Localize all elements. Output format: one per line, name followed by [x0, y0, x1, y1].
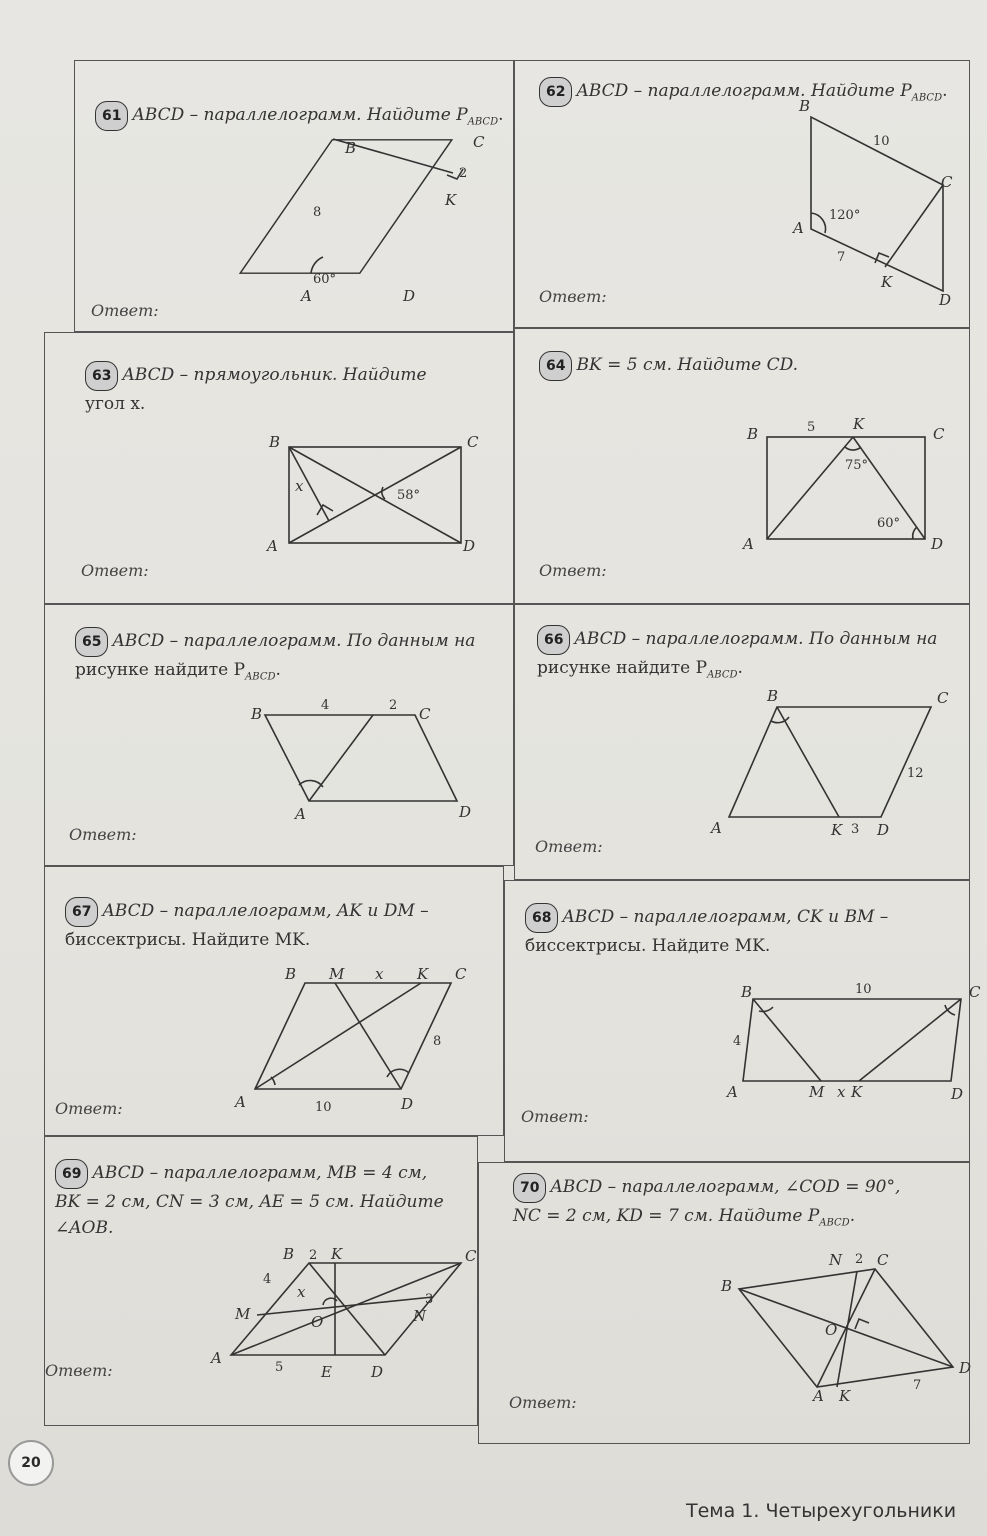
angle-arc-75 [845, 447, 861, 450]
svg-text:58°: 58° [397, 488, 421, 503]
svg-text:D: D [931, 535, 944, 553]
footer-topic: Тема 1. Четырехугольники [686, 1500, 957, 1522]
svg-text:2: 2 [309, 1248, 318, 1263]
rectangle [767, 437, 925, 539]
answer-label: Ответ: [81, 561, 149, 580]
bisector-bk [777, 707, 839, 817]
angle-arc [771, 717, 789, 723]
svg-text:3: 3 [851, 822, 860, 837]
task-61: 61 ABCD – параллелограмм. Найдите $P_{ABCD}$. A B C D K 8 2 60° Ответ: [74, 60, 514, 332]
answer-label: Ответ: [91, 301, 159, 320]
task-number: 67 [65, 897, 98, 927]
bisector-ck [859, 999, 961, 1081]
task-number: 70 [513, 1173, 546, 1203]
page-number: 20 [8, 1440, 54, 1486]
svg-text:C: C [467, 433, 479, 451]
svg-text:7: 7 [913, 1378, 922, 1393]
svg-text:10: 10 [315, 1100, 332, 1115]
svg-text:K: K [417, 965, 429, 983]
svg-text:B: B [283, 1245, 295, 1263]
svg-text:75°: 75° [845, 458, 869, 473]
svg-text:N: N [413, 1307, 427, 1325]
svg-text:K: K [839, 1387, 851, 1405]
svg-text:O: O [311, 1313, 324, 1331]
svg-text:K: K [853, 415, 865, 433]
task-number: 63 [85, 361, 118, 391]
answer-label: Ответ: [539, 287, 607, 306]
svg-text:120°: 120° [829, 208, 861, 223]
right-angle-mark [855, 1319, 869, 1329]
svg-text:C: C [941, 173, 953, 191]
figure-61 [75, 61, 515, 333]
svg-text:B: B [269, 433, 281, 451]
svg-text:O: O [825, 1321, 838, 1339]
task-number: 62 [539, 77, 572, 107]
svg-text:2: 2 [855, 1252, 864, 1267]
segment-ak [767, 437, 853, 539]
answer-label: Ответ: [45, 1361, 113, 1380]
svg-text:x: x [375, 965, 384, 983]
task-text: ABCD – параллелограмм, MB = 4 см, [92, 1163, 428, 1183]
task-70: 70 ABCD – параллелограмм, ∠COD = 90°, NC = 2 см, KD = 7 см. Найдите $P_{ABCD}$. A B C D K N O 2 7 Ответ: [478, 1162, 970, 1444]
answer-label: Ответ: [539, 561, 607, 580]
svg-text:A: A [235, 1093, 246, 1111]
diagonal-bd [739, 1289, 953, 1367]
task-text: ABCD – параллелограмм, ∠COD = 90°, [550, 1177, 901, 1197]
svg-text:x: x [837, 1083, 846, 1101]
svg-text:2: 2 [459, 166, 468, 181]
svg-text:4: 4 [321, 698, 330, 713]
svg-text:8: 8 [313, 205, 322, 220]
svg-text:N: N [829, 1251, 843, 1269]
svg-text:A: A [301, 287, 312, 305]
svg-text:D: D [959, 1359, 972, 1377]
svg-text:B: B [251, 705, 263, 723]
task-text: ABCD – параллелограмм. По данным на [112, 631, 476, 651]
svg-text:K: K [331, 1245, 343, 1263]
task-67: 67 ABCD – параллелограмм, AK и DM – биссектрисы. Найдите MK. A B C D K M x 8 10 Ответ: [44, 866, 504, 1136]
task-66: 66 ABCD – параллелограмм. По данным на рисунке найдите $P_{ABCD}$. A B C D K 12 3 Ответ: [514, 604, 970, 880]
svg-text:B: B [799, 97, 811, 115]
svg-text:A: A [295, 805, 306, 823]
svg-text:A: A [813, 1387, 824, 1405]
svg-text:7: 7 [837, 250, 846, 265]
task-text: ABCD – параллелограмм. Найдите P [132, 105, 468, 125]
svg-text:C: C [465, 1247, 477, 1265]
svg-text:M: M [329, 965, 345, 983]
svg-text:x: x [295, 477, 304, 495]
segment-mn [257, 1297, 433, 1315]
svg-text:B: B [767, 687, 779, 705]
svg-text:C: C [877, 1251, 889, 1269]
answer-label: Ответ: [535, 837, 603, 856]
svg-text:C: C [969, 983, 981, 1001]
svg-text:D: D [951, 1085, 964, 1103]
svg-text:D: D [401, 1095, 414, 1113]
svg-text:A: A [727, 1083, 738, 1101]
bisector [309, 715, 373, 801]
task-text: BK = 5 см. Найдите CD. [576, 355, 799, 375]
svg-text:C: C [473, 133, 485, 151]
parallelogram [240, 140, 452, 273]
svg-text:D: D [939, 291, 952, 309]
angle-arc-a [271, 1077, 275, 1085]
svg-text:B: B [721, 1277, 733, 1295]
svg-text:5: 5 [807, 420, 816, 435]
bisector-dm [335, 983, 401, 1089]
answer-label: Ответ: [55, 1099, 123, 1118]
svg-text:60°: 60° [313, 272, 337, 287]
parallelogram [255, 983, 451, 1089]
answer-label: Ответ: [521, 1107, 589, 1126]
svg-text:K: K [851, 1083, 863, 1101]
task-text: ABCD – параллелограмм. Найдите P [576, 81, 912, 101]
task-number: 69 [55, 1159, 88, 1189]
angle-arc [311, 257, 323, 273]
task-text: ABCD – прямоугольник. Найдите [122, 365, 427, 385]
angle-arc-c [945, 1005, 955, 1015]
height-ck [885, 185, 943, 267]
svg-text:5: 5 [275, 1360, 284, 1375]
svg-text:M: M [809, 1083, 825, 1101]
svg-text:10: 10 [873, 134, 890, 149]
svg-text:x: x [297, 1283, 306, 1301]
task-number: 61 [95, 101, 128, 131]
task-64 [514, 328, 970, 604]
svg-text:A: A [793, 219, 804, 237]
answer-label: Ответ: [69, 825, 137, 844]
svg-text:3: 3 [425, 1292, 434, 1307]
svg-text:K: K [445, 191, 457, 209]
task-number: 65 [75, 627, 108, 657]
svg-text:M: M [235, 1305, 251, 1323]
task-text: ABCD – параллелограмм, AK и DM – [102, 901, 429, 921]
parallelogram [743, 999, 961, 1081]
svg-text:B: B [345, 139, 357, 157]
segment-nk [837, 1271, 857, 1387]
parallelogram [265, 715, 457, 801]
svg-text:10: 10 [855, 982, 872, 997]
svg-text:D: D [877, 821, 890, 839]
svg-text:D: D [403, 287, 416, 305]
svg-text:4: 4 [733, 1034, 742, 1049]
task-63: 63 ABCD – прямоугольник. Найдите угол x. B C A D x 58° Ответ: [44, 332, 514, 604]
task-68: 68 ABCD – параллелограмм, CK и BM – биссектрисы. Найдите MK. B C A D M x K 10 4 Ответ: [504, 880, 970, 1162]
task-number: 64 [539, 351, 572, 381]
svg-text:A: A [743, 535, 754, 553]
svg-text:2: 2 [389, 698, 398, 713]
svg-text:B: B [747, 425, 759, 443]
svg-text:D: D [371, 1363, 384, 1381]
svg-text:C: C [455, 965, 467, 983]
task-grid [44, 60, 981, 1445]
svg-text:A: A [267, 537, 278, 555]
svg-text:C: C [937, 689, 949, 707]
task-number: 68 [525, 903, 558, 933]
task-text: ABCD – параллелограмм, CK и BM – [562, 907, 889, 927]
svg-text:B: B [741, 983, 753, 1001]
task-text: ABCD – параллелограмм. По данным на [574, 629, 938, 649]
figure-67 [45, 867, 505, 1137]
svg-text:8: 8 [433, 1034, 442, 1049]
svg-text:D: D [463, 537, 476, 555]
task-69: 69 ABCD – параллелограмм, MB = 4 см, BK = 2 см, CN = 3 см, AE = 5 см. Найдите ∠AOB. A B C D K M N E O x 4 2 3 5 Ответ: [44, 1136, 478, 1426]
svg-text:60°: 60° [877, 516, 901, 531]
svg-text:K: K [881, 273, 893, 291]
answer-label: Ответ: [509, 1393, 577, 1412]
svg-text:A: A [211, 1349, 222, 1367]
svg-text:E: E [321, 1363, 332, 1381]
svg-text:K: K [831, 821, 843, 839]
svg-text:A: A [711, 819, 722, 837]
svg-text:12: 12 [907, 766, 924, 781]
svg-text:4: 4 [263, 1272, 272, 1287]
task-number: 66 [537, 625, 570, 655]
angle-arc-60 [913, 527, 917, 539]
figure-69 [45, 1137, 479, 1427]
svg-text:C: C [933, 425, 945, 443]
task-65: 65 ABCD – параллелограмм. По данным на рисунке найдите $P_{ABCD}$. A B C D 4 2 Ответ: [44, 604, 514, 866]
svg-text:C: C [419, 705, 431, 723]
svg-text:D: D [459, 803, 472, 821]
task-62: 62 ABCD – параллелограмм. Найдите $P_{ABCD}$. A B C D K 10 7 120° Ответ: [514, 60, 970, 328]
svg-text:B: B [285, 965, 297, 983]
